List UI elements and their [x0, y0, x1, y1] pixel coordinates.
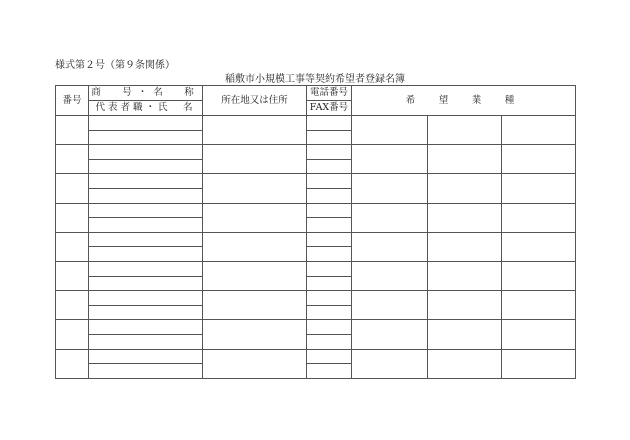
representative-cell[interactable] [89, 305, 203, 320]
phone-cell[interactable] [307, 145, 352, 160]
desired-business-cell[interactable] [502, 261, 576, 290]
address-cell[interactable] [203, 116, 307, 145]
trade-name-cell[interactable] [89, 320, 203, 335]
fax-cell[interactable] [307, 276, 352, 291]
header-number: 番号 [56, 86, 89, 116]
address-cell[interactable] [203, 261, 307, 290]
representative-cell[interactable] [89, 247, 203, 262]
fax-cell[interactable] [307, 334, 352, 349]
fax-cell[interactable] [307, 364, 352, 379]
desired-business-cell[interactable] [428, 291, 502, 320]
desired-business-cell[interactable] [352, 145, 428, 174]
representative-cell[interactable] [89, 218, 203, 233]
table-row [56, 174, 576, 189]
desired-business-cell[interactable] [502, 320, 576, 349]
desired-business-cell[interactable] [502, 291, 576, 320]
phone-cell[interactable] [307, 320, 352, 335]
row-number-cell[interactable] [56, 232, 89, 261]
row-number-cell[interactable] [56, 145, 89, 174]
row-number-cell[interactable] [56, 291, 89, 320]
fax-cell[interactable] [307, 247, 352, 262]
desired-business-cell[interactable] [352, 320, 428, 349]
representative-cell[interactable] [89, 130, 203, 145]
desired-business-cell[interactable] [352, 349, 428, 378]
phone-cell[interactable] [307, 174, 352, 189]
table-row [56, 320, 576, 335]
desired-business-cell[interactable] [352, 232, 428, 261]
header-desired-business: 希 望 業 種 [352, 86, 576, 116]
desired-business-cell[interactable] [352, 291, 428, 320]
phone-cell[interactable] [307, 232, 352, 247]
desired-business-cell[interactable] [428, 261, 502, 290]
address-cell[interactable] [203, 320, 307, 349]
desired-business-cell[interactable] [502, 116, 576, 145]
phone-cell[interactable] [307, 291, 352, 306]
trade-name-cell[interactable] [89, 203, 203, 218]
header-phone: 電話番号 [307, 86, 352, 101]
desired-business-cell[interactable] [428, 320, 502, 349]
desired-business-cell[interactable] [502, 174, 576, 203]
desired-business-cell[interactable] [502, 203, 576, 232]
address-cell[interactable] [203, 291, 307, 320]
row-number-cell[interactable] [56, 116, 89, 145]
table-row [56, 232, 576, 247]
desired-business-cell[interactable] [352, 203, 428, 232]
desired-business-cell[interactable] [502, 145, 576, 174]
trade-name-cell[interactable] [89, 291, 203, 306]
table-row [56, 145, 576, 160]
fax-cell[interactable] [307, 218, 352, 233]
desired-business-cell[interactable] [352, 116, 428, 145]
desired-business-cell[interactable] [428, 145, 502, 174]
desired-business-cell[interactable] [428, 116, 502, 145]
representative-cell[interactable] [89, 334, 203, 349]
row-number-cell[interactable] [56, 203, 89, 232]
desired-business-cell[interactable] [502, 349, 576, 378]
registration-table [55, 85, 576, 379]
table-row [56, 261, 576, 276]
phone-cell[interactable] [307, 203, 352, 218]
trade-name-cell[interactable] [89, 349, 203, 364]
address-cell[interactable] [203, 174, 307, 203]
fax-cell[interactable] [307, 130, 352, 145]
table-row [56, 116, 576, 131]
representative-cell[interactable] [89, 276, 203, 291]
trade-name-cell[interactable] [89, 174, 203, 189]
desired-business-cell[interactable] [428, 349, 502, 378]
representative-cell[interactable] [89, 188, 203, 203]
phone-cell[interactable] [307, 349, 352, 364]
header-representative: 代表者職・氏 名 [89, 101, 203, 116]
desired-business-cell[interactable] [352, 261, 428, 290]
row-number-cell[interactable] [56, 261, 89, 290]
header-address: 所在地又は住所 [203, 86, 307, 116]
form-number: 様式第２号（第９条関係） [55, 60, 175, 71]
row-number-cell[interactable] [56, 174, 89, 203]
register-body [56, 116, 576, 379]
address-cell[interactable] [203, 145, 307, 174]
trade-name-cell[interactable] [89, 145, 203, 160]
fax-cell[interactable] [307, 188, 352, 203]
address-cell[interactable] [203, 349, 307, 378]
phone-cell[interactable] [307, 116, 352, 131]
header-trade-name: 商 号・名 称 [89, 86, 203, 101]
address-cell[interactable] [203, 203, 307, 232]
trade-name-cell[interactable] [89, 116, 203, 131]
desired-business-cell[interactable] [502, 232, 576, 261]
fax-cell[interactable] [307, 159, 352, 174]
header-fax: FAX番号 [307, 101, 352, 116]
desired-business-cell[interactable] [428, 174, 502, 203]
phone-cell[interactable] [307, 261, 352, 276]
table-row [56, 203, 576, 218]
row-number-cell[interactable] [56, 349, 89, 378]
row-number-cell[interactable] [56, 320, 89, 349]
document-title: 稲敷市小規模工事等契約希望者登録名簿 [225, 74, 405, 85]
desired-business-cell[interactable] [428, 232, 502, 261]
table-row [56, 291, 576, 306]
representative-cell[interactable] [89, 364, 203, 379]
fax-cell[interactable] [307, 305, 352, 320]
desired-business-cell[interactable] [428, 203, 502, 232]
representative-cell[interactable] [89, 159, 203, 174]
desired-business-cell[interactable] [352, 174, 428, 203]
trade-name-cell[interactable] [89, 261, 203, 276]
table-row [56, 349, 576, 364]
trade-name-cell[interactable] [89, 232, 203, 247]
address-cell[interactable] [203, 232, 307, 261]
